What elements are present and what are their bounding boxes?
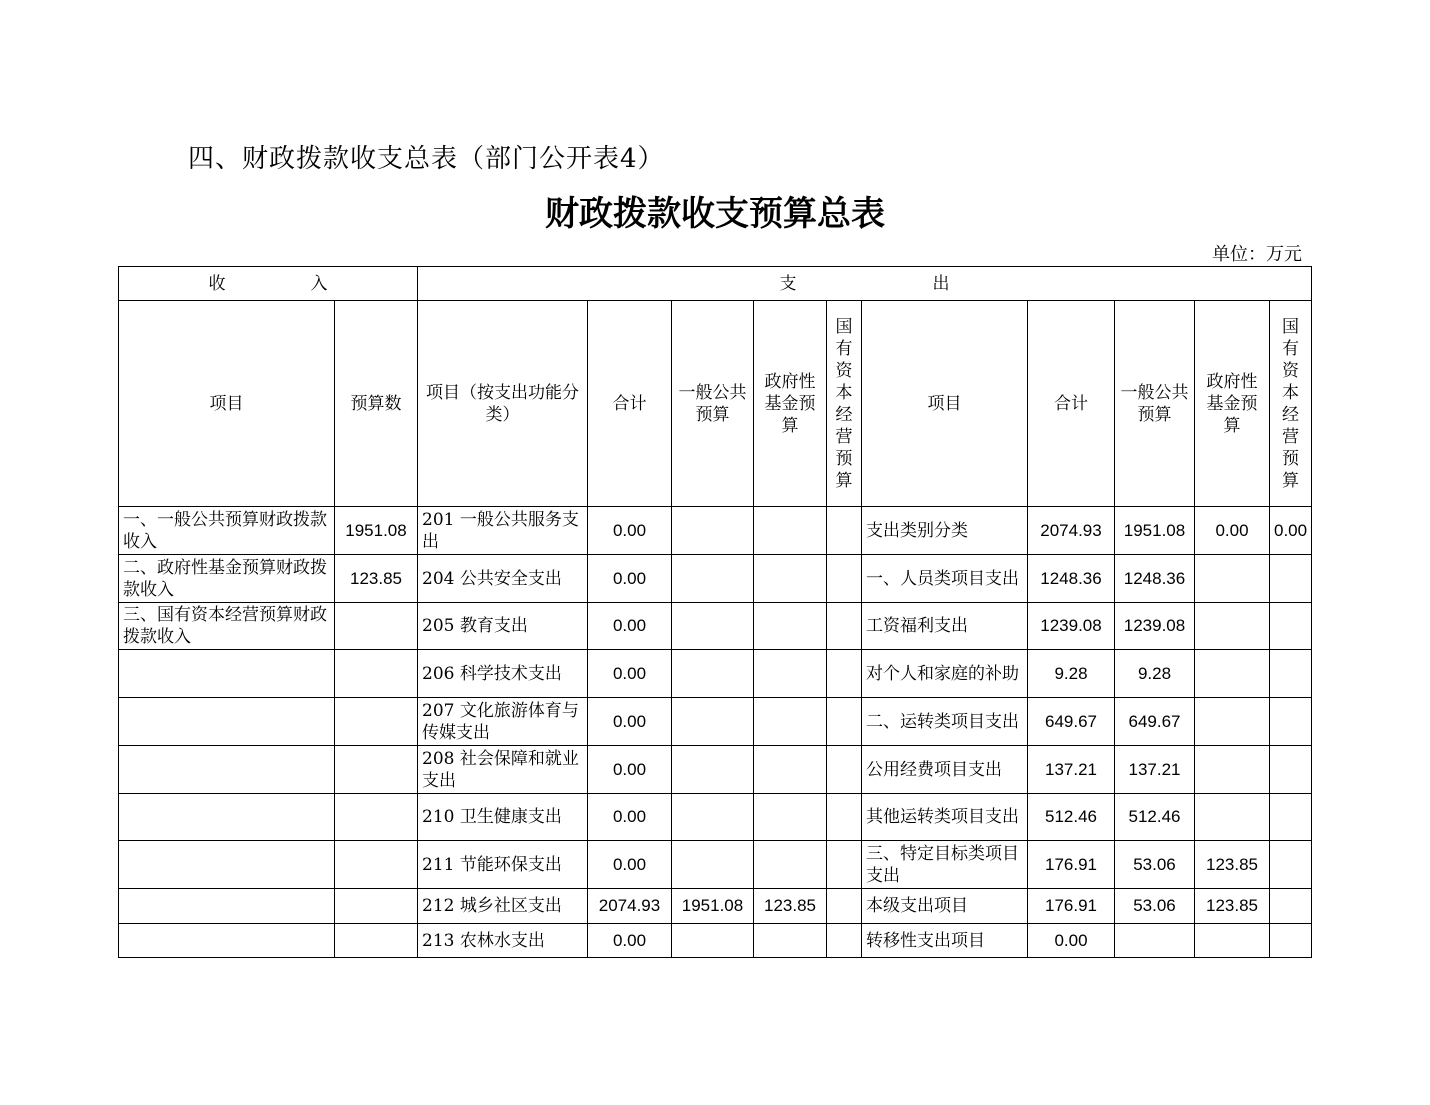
econ-item-cell: 公用经费项目支出: [862, 746, 1028, 794]
col-func-total: 合计: [588, 301, 672, 507]
income-budget-cell: [335, 889, 418, 924]
econ-item-cell: 转移性支出项目: [862, 924, 1028, 958]
econ-gov-fund-cell: 123.85: [1195, 841, 1270, 889]
func-item-cell: 208 社会保障和就业支出: [418, 746, 588, 794]
col-func-item: 项目（按支出功能分类）: [418, 301, 588, 507]
func-item-cell: 212 城乡社区支出: [418, 889, 588, 924]
econ-item-cell: 支出类别分类: [862, 507, 1028, 555]
econ-general-cell: 1951.08: [1115, 507, 1195, 555]
econ-state-capital-cell: [1270, 555, 1312, 603]
col-econ-total: 合计: [1028, 301, 1115, 507]
income-item-cell: [119, 924, 335, 958]
econ-gov-fund-cell: [1195, 555, 1270, 603]
func-total-cell: 0.00: [588, 507, 672, 555]
econ-item-cell: 工资福利支出: [862, 603, 1028, 650]
econ-item-cell: 本级支出项目: [862, 889, 1028, 924]
func-general-cell: [672, 555, 754, 603]
table-row: [119, 650, 1312, 698]
income-item-cell: [119, 889, 335, 924]
table-row: [119, 555, 1312, 603]
func-total-cell: 0.00: [588, 924, 672, 958]
econ-general-cell: 1248.36: [1115, 555, 1195, 603]
func-item-cell: 213 农林水支出: [418, 924, 588, 958]
func-general-cell: [672, 650, 754, 698]
table-row: [119, 794, 1312, 841]
func-state-capital-cell: [827, 746, 862, 794]
table-row: [119, 889, 1312, 924]
econ-state-capital-cell: [1270, 603, 1312, 650]
econ-total-cell: 512.46: [1028, 794, 1115, 841]
expense-group-header: 支 出: [418, 267, 1312, 301]
econ-gov-fund-cell: [1195, 650, 1270, 698]
func-general-cell: [672, 746, 754, 794]
group-header-row: [119, 267, 1312, 301]
econ-general-cell: 53.06: [1115, 889, 1195, 924]
func-general-cell: 1951.08: [672, 889, 754, 924]
unit-label: 单位：万元: [1212, 244, 1302, 265]
income-item-cell: [119, 650, 335, 698]
func-general-cell: [672, 698, 754, 746]
func-total-cell: 0.00: [588, 746, 672, 794]
econ-state-capital-cell: [1270, 794, 1312, 841]
col-econ-state-capital: 国有资本经营预算: [1270, 301, 1312, 507]
income-item-cell: [119, 746, 335, 794]
table-row: [119, 507, 1312, 555]
col-func-state-capital: 国有资本经营预算: [827, 301, 862, 507]
func-general-cell: [672, 603, 754, 650]
econ-general-cell: 137.21: [1115, 746, 1195, 794]
econ-gov-fund-cell: [1195, 746, 1270, 794]
table-row: [119, 698, 1312, 746]
func-gov-fund-cell: [754, 698, 827, 746]
page-title: 财政拨款收支预算总表: [545, 194, 885, 234]
econ-item-cell: 二、运转类项目支出: [862, 698, 1028, 746]
func-item-cell: 204 公共安全支出: [418, 555, 588, 603]
income-budget-cell: [335, 746, 418, 794]
section-title: 四、财政拨款收支总表（部门公开表4）: [188, 144, 665, 174]
econ-gov-fund-cell: 0.00: [1195, 507, 1270, 555]
func-state-capital-cell: [827, 841, 862, 889]
func-gov-fund-cell: 123.85: [754, 889, 827, 924]
func-total-cell: 0.00: [588, 603, 672, 650]
income-budget-cell: 123.85: [335, 555, 418, 603]
econ-total-cell: 176.91: [1028, 889, 1115, 924]
income-group-header: 收 入: [119, 267, 418, 301]
col-income-item: 项目: [119, 301, 335, 507]
table-row: [119, 924, 1312, 958]
budget-table: [118, 266, 1312, 958]
func-state-capital-cell: [827, 924, 862, 958]
income-budget-cell: 1951.08: [335, 507, 418, 555]
func-gov-fund-cell: [754, 507, 827, 555]
func-item-cell: 211 节能环保支出: [418, 841, 588, 889]
func-general-cell: [672, 841, 754, 889]
col-func-gov-fund: 政府性基金预算: [754, 301, 827, 507]
econ-total-cell: 1239.08: [1028, 603, 1115, 650]
col-econ-gov-fund: 政府性基金预算: [1195, 301, 1270, 507]
func-state-capital-cell: [827, 650, 862, 698]
func-gov-fund-cell: [754, 746, 827, 794]
econ-total-cell: 9.28: [1028, 650, 1115, 698]
col-econ-item: 项目: [862, 301, 1028, 507]
econ-general-cell: 1239.08: [1115, 603, 1195, 650]
income-item-cell: [119, 841, 335, 889]
func-total-cell: 2074.93: [588, 889, 672, 924]
func-total-cell: 0.00: [588, 698, 672, 746]
table-row: [119, 603, 1312, 650]
func-gov-fund-cell: [754, 841, 827, 889]
table-row: [119, 841, 1312, 889]
func-state-capital-cell: [827, 555, 862, 603]
func-gov-fund-cell: [754, 650, 827, 698]
econ-general-cell: 53.06: [1115, 841, 1195, 889]
column-header-row: [119, 301, 1312, 507]
income-budget-cell: [335, 603, 418, 650]
func-item-cell: 201 一般公共服务支出: [418, 507, 588, 555]
econ-total-cell: 176.91: [1028, 841, 1115, 889]
income-item-cell: 一、一般公共预算财政拨款收入: [119, 507, 335, 555]
col-income-budget: 预算数: [335, 301, 418, 507]
col-econ-general: 一般公共预算: [1115, 301, 1195, 507]
income-budget-cell: [335, 794, 418, 841]
func-total-cell: 0.00: [588, 650, 672, 698]
econ-total-cell: 0.00: [1028, 924, 1115, 958]
econ-general-cell: 512.46: [1115, 794, 1195, 841]
econ-state-capital-cell: [1270, 841, 1312, 889]
func-total-cell: 0.00: [588, 794, 672, 841]
func-general-cell: [672, 794, 754, 841]
econ-gov-fund-cell: [1195, 603, 1270, 650]
income-budget-cell: [335, 698, 418, 746]
income-budget-cell: [335, 924, 418, 958]
func-state-capital-cell: [827, 698, 862, 746]
income-budget-cell: [335, 841, 418, 889]
income-budget-cell: [335, 650, 418, 698]
income-item-cell: [119, 698, 335, 746]
econ-total-cell: 137.21: [1028, 746, 1115, 794]
func-general-cell: [672, 507, 754, 555]
table-row: [119, 746, 1312, 794]
func-state-capital-cell: [827, 794, 862, 841]
econ-gov-fund-cell: [1195, 698, 1270, 746]
func-general-cell: [672, 924, 754, 958]
income-item-cell: [119, 794, 335, 841]
econ-state-capital-cell: [1270, 746, 1312, 794]
func-gov-fund-cell: [754, 555, 827, 603]
econ-gov-fund-cell: [1195, 924, 1270, 958]
econ-state-capital-cell: [1270, 650, 1312, 698]
econ-item-cell: 其他运转类项目支出: [862, 794, 1028, 841]
func-state-capital-cell: [827, 507, 862, 555]
econ-general-cell: 649.67: [1115, 698, 1195, 746]
func-gov-fund-cell: [754, 794, 827, 841]
econ-state-capital-cell: [1270, 889, 1312, 924]
func-item-cell: 210 卫生健康支出: [418, 794, 588, 841]
econ-item-cell: 三、特定目标类项目支出: [862, 841, 1028, 889]
econ-state-capital-cell: [1270, 924, 1312, 958]
income-item-cell: 二、政府性基金预算财政拨款收入: [119, 555, 335, 603]
income-item-cell: 三、国有资本经营预算财政拨款收入: [119, 603, 335, 650]
econ-general-cell: 9.28: [1115, 650, 1195, 698]
func-item-cell: 206 科学技术支出: [418, 650, 588, 698]
func-state-capital-cell: [827, 603, 862, 650]
func-state-capital-cell: [827, 889, 862, 924]
econ-gov-fund-cell: 123.85: [1195, 889, 1270, 924]
func-total-cell: 0.00: [588, 841, 672, 889]
econ-item-cell: 对个人和家庭的补助: [862, 650, 1028, 698]
econ-total-cell: 2074.93: [1028, 507, 1115, 555]
econ-item-cell: 一、人员类项目支出: [862, 555, 1028, 603]
econ-gov-fund-cell: [1195, 794, 1270, 841]
func-item-cell: 207 文化旅游体育与传媒支出: [418, 698, 588, 746]
econ-state-capital-cell: 0.00: [1270, 507, 1312, 555]
func-total-cell: 0.00: [588, 555, 672, 603]
col-func-general: 一般公共预算: [672, 301, 754, 507]
func-item-cell: 205 教育支出: [418, 603, 588, 650]
econ-total-cell: 649.67: [1028, 698, 1115, 746]
econ-total-cell: 1248.36: [1028, 555, 1115, 603]
econ-state-capital-cell: [1270, 698, 1312, 746]
econ-general-cell: [1115, 924, 1195, 958]
func-gov-fund-cell: [754, 603, 827, 650]
func-gov-fund-cell: [754, 924, 827, 958]
